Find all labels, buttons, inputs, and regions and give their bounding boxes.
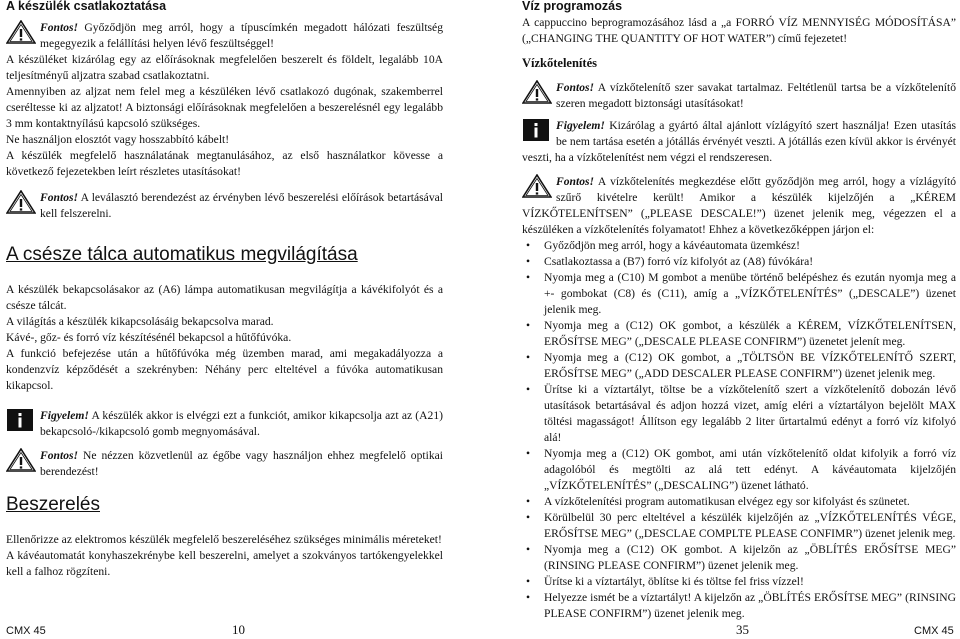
paragraph: A készülék megfelelő használatának megtanulásához, az első használatkor kövesse a következő fejezetekben leírt részletes utasításokat!: [6, 149, 443, 179]
paragraph: Amennyiben az aljzat nem felel meg a készüléken lévő csatlakozó dugónak, szakemberrel cseréltesse ki az aljzatot! A biztonsági előírásoknak megfelelően a beszerelésnél egy legalább 3 mm kontaktnyílású kapcsoló szükséges.: [6, 85, 443, 131]
heading-installation: Beszerelés: [6, 494, 100, 516]
list-item: • Ürítse ki a víztartályt, öblítse ki és töltse fel friss vízzel!: [522, 574, 956, 590]
footer-model-left: CMX 45: [6, 625, 46, 637]
list-item: • Nyomja meg a (C12) OK gombot, a „TÖLTSÖN BE VÍZKŐTELENÍTŐ SZERT, ERŐSÍTSE MEG” („ADD DESCALER PLEASE CONFIRM”) üzenet jelenik meg.: [522, 350, 956, 382]
info-block-note: [6, 408, 443, 440]
right-page: [522, 0, 956, 622]
section-title-connection: A készülék csatlakoztatása: [6, 0, 167, 13]
paragraph: A világítás a készülék kikapcsolásáig bekapcsolva marad.: [6, 315, 274, 329]
warning-triangle-icon: [522, 174, 552, 198]
paragraph: A funkció befejezése után a hűtőfúvóka még üzemben marad, ami megakadályozza a kondenzvíz képződését a szekrényben: Néhány perc elteltével a fúvóka automatikusan kikapcsol.: [6, 347, 443, 393]
warning-label: Fontos!: [556, 175, 595, 189]
warning-block-filter: [522, 174, 956, 238]
list-item: • Nyomja meg a (C10) M gombot a menübe történő belépéshez és ezután nyomja meg a +- gombokat (C8) és (C11), amíg a „VÍZKŐTELENÍTÉS” („DESCALE”) üzenet jelenik meg.: [522, 270, 956, 318]
warning-text: A vízkőtelenítő szer savakat tartalmaz. Feltétlenül tartsa be a vízkőtelenítő szeren megadott biztonsági utasításokat!: [556, 81, 956, 111]
paragraph: Kávé-, gőz- és forró víz készítésénél bekapcsol a hűtőfúvóka.: [6, 331, 292, 345]
paragraph: A cappuccino beprogramozásához lásd a „a FORRÓ VÍZ MENNYISÉG MÓDOSÍTÁSA” („CHANGING THE QUANTITY OF HOT WATER”) című fejezetet!: [522, 16, 956, 46]
info-text: A készülék akkor is elvégzi ezt a funkciót, amikor kikapcsolja azt az (A21) bekapcsoló-/kikapcsoló gomb megnyomásával.: [40, 409, 443, 439]
section-title-descaling: Vízkőtelenítés: [522, 56, 597, 71]
left-page: [6, 0, 443, 580]
warning-block-acid: [522, 80, 956, 112]
warning-triangle-icon: [6, 20, 36, 44]
footer-model-right: CMX 45: [914, 625, 954, 637]
list-item: • A vízkőtelenítési program automatikusan elvégez egy sor kifolyást és szünetet.: [522, 494, 956, 510]
info-text: Kizárólag a gyártó által ajánlott vízlágyító szert használja! Ezen utasítás be nem tartása esetén a jótállás érvényét veszti. A jótállás ezen kívül akkor is érvényét veszti, ha a vízkőtelenítést nem végzi el rendszeresen.: [522, 119, 956, 165]
warning-block-light: [6, 448, 443, 480]
warning-label: Fontos!: [40, 449, 79, 463]
info-block-warranty: [522, 118, 956, 166]
page-number-right: 35: [736, 622, 749, 637]
list-item: • Nyomja meg a (C12) OK gombot, a készülék a KÉREM, VÍZKŐTELENÍTSEN, ERŐSÍTSE MEG” („DESCALE PLEASE CONFIRM”) üzenetet jelenít meg.: [522, 318, 956, 350]
list-item: • Nyomja meg a (C12) OK gombot, ami után vízkőtelenítő oldat kifolyik a forró víz adagolóból és megtölti az alá tett edényt. A kávéautomata kijelzőjén „VÍZKŐTELENÍTÉS” („DESCALING”) üzenet látható.: [522, 446, 956, 494]
list-item: • Helyezze ismét be a víztartályt! A kijelzőn az „ÖBLÍTÉS ERŐSÍTSE MEG” (RINSING PLEASE CONFIRM”) üzenet jelenik meg.: [522, 590, 956, 622]
warning-text: Ne nézzen közvetlenül az égőbe vagy használjon ehhez megfelelő optikai berendezést!: [40, 449, 443, 479]
paragraph: A kávéautomatát konyhaszekrénybe kell beszerelni, amelyet a szokványos tartókengyelekkel kell a falhoz rögzíteni.: [6, 549, 443, 579]
page-number-left: 10: [232, 622, 245, 637]
info-box-icon: [6, 408, 36, 432]
info-label: Figyelem!: [556, 119, 605, 133]
warning-text: A leválasztó berendezést az érvényben lévő beszerelési előírások betartásával kell felszerelni.: [40, 191, 443, 221]
heading-cup-tray-lighting: A csésze tálca automatikus megvilágítása: [6, 244, 358, 266]
list-item: • Győződjön meg arról, hogy a kávéautomata üzemkész!: [522, 238, 956, 254]
list-item: • Körülbelül 30 perc elteltével a készülék kijelzőjén az „VÍZKŐTELENÍTÉS VÉGE, ERŐSÍTSE MEG” („DESCLAE COMPLTE PLEASE CONFIMR”) üzenet jelenik meg.: [522, 510, 956, 542]
warning-label: Fontos!: [556, 81, 595, 95]
warning-label: Fontos!: [40, 191, 79, 205]
section-title-water-programming: Víz programozás: [522, 0, 623, 13]
descaling-steps-list: [522, 238, 956, 622]
warning-text: A vízkőtelenítés megkezdése előtt győződjön meg arról, hogy a vízlágyító szűrő kivételre került! Amikor a készülék kijelzőjén a „KÉREM VÍZKŐTELENÍTSEN” („PLEASE DESCALE!”) üzenet jelenik meg, végezzen el a készüléken a vízkőtelenítés folyamatot! Ehhez a következőképpen járjon el:: [522, 175, 956, 237]
paragraph: A készüléket kizárólag egy az előírásoknak megfelelően beszerelt és földelt, legalább 10A teljesítményű aljzatra szabad csatlakoztatni.: [6, 53, 443, 83]
warning-text: Győződjön meg arról, hogy a típuscímkén megadott hálózati feszültség megegyezik a felállítási helyen lévő feszültséggel!: [40, 21, 443, 51]
paragraph: Ellenőrizze az elektromos készülék megfelelő beszereléséhez szükséges minimális méreteket!: [6, 533, 442, 547]
warning-triangle-icon: [522, 80, 552, 104]
list-item: • Ürítse ki a víztartályt, töltse be a vízkőtelenítő szert a vízkőtelenítő dobozán lévő utasítások betartásával és adjon hozzá vizet, amíg eléri a víztartályon bejelölt MAX töltési magasságot! Állítson egy legalább 2 liter űrtartalmú edényt a forró víz kifolyó alá!: [522, 382, 956, 446]
warning-triangle-icon: [6, 190, 36, 214]
list-item: • Nyomja meg a (C12) OK gombot. A kijelzőn az „ÖBLÍTÉS ERŐSÍTSE MEG” (RINSING PLEASE CONFIRM”) üzenet jelenik meg.: [522, 542, 956, 574]
info-box-icon: [522, 118, 552, 142]
warning-triangle-icon: [6, 448, 36, 472]
warning-label: Fontos!: [40, 21, 79, 35]
paragraph: Ne használjon elosztót vagy hosszabbító kábelt!: [6, 133, 230, 147]
warning-block-voltage: [6, 20, 443, 52]
list-item: • Csatlakoztassa a (B7) forró víz kifolyót az (A8) fúvókára!: [522, 254, 956, 270]
info-label: Figyelem!: [40, 409, 89, 423]
warning-block-disconnect: [6, 190, 443, 222]
paragraph: A készülék bekapcsolásakor az (A6) lámpa automatikusan megvilágítja a kávékifolyót és a csésze tálcát.: [6, 283, 443, 313]
